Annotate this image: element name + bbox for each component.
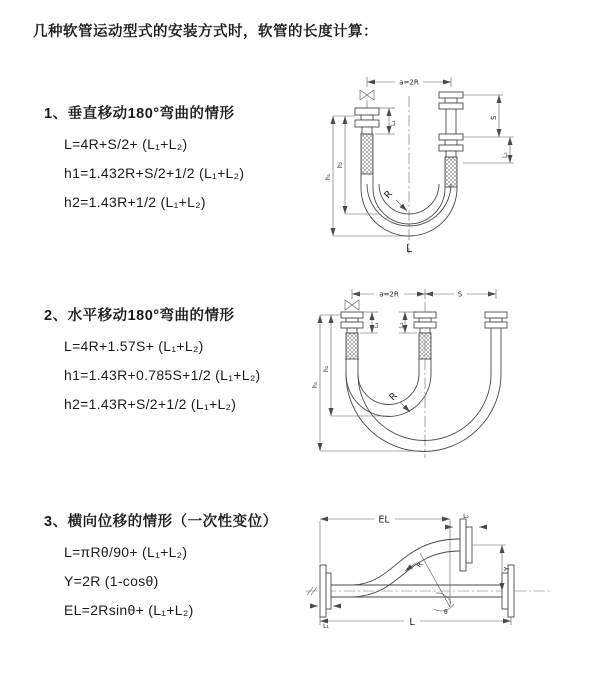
dim-h1-label: h₁ (325, 173, 332, 180)
left-braided-hose (346, 333, 358, 359)
curved-hose (353, 539, 460, 597)
dim-h1-label: h₁ (312, 381, 319, 388)
angle-label: θ (444, 609, 448, 616)
formula-h2: h2=1.43R+S/2+1/2 (L₁+L₂) (64, 396, 237, 412)
construction-lines (420, 519, 454, 616)
dim-l1-label: L₁ (373, 322, 380, 328)
radius-label: R (415, 560, 425, 570)
dim-h1 (312, 315, 423, 451)
formula-h1: h1=1.432R+S/2+1/2 (L₁+L₂) (64, 165, 245, 181)
formula-h1: h1=1.43R+0.785S+1/2 (L₁+L₂) (64, 367, 261, 383)
diagram-vertical-180-bend (303, 68, 521, 263)
section-2 (44, 304, 261, 412)
valve-icon (345, 300, 359, 310)
hose-loop-far (346, 374, 501, 452)
left-braided-hose (361, 134, 373, 174)
dim-a2r (367, 77, 451, 87)
dim-s-label: S (490, 115, 498, 120)
dim-l1-label: L₁ (390, 120, 397, 126)
dim-l2 (463, 137, 514, 163)
radius-callout (387, 390, 410, 412)
diagram-horizontal-180-bend (310, 282, 540, 469)
radius-callout (382, 188, 407, 211)
right-flange-original (502, 565, 514, 617)
section-3-heading: 3、横向位移的情形（一次性变位） (44, 514, 278, 530)
section-2-heading: 2、水平移动180°弯曲的情形 (44, 308, 235, 324)
section-1 (44, 102, 244, 210)
page-title: 几种软管运动型式的安装方式时，软管的长度计算： (33, 24, 378, 40)
dim-l2-label: L₂ (502, 152, 509, 158)
dim-a2r-label: a=2R (379, 290, 399, 299)
formula-y: Y=2R (1-cosθ) (64, 573, 159, 589)
middle-flange (414, 312, 436, 333)
formula-length: L=4R+S/2+ (L₁+L₂) (64, 136, 188, 152)
formula-length: L=πRθ/90+ (L₁+L₂) (64, 544, 188, 560)
dim-l2-label: L₂ (398, 322, 405, 328)
formula-el: EL=2Rsinθ+ (L₁+L₂) (64, 602, 194, 618)
dim-s-label: S (457, 290, 463, 299)
right-braided-hose (445, 157, 457, 187)
section-1-heading: 1、垂直移动180°弯曲的情形 (44, 106, 235, 122)
right-flange-moved (485, 312, 507, 328)
dim-length-label: L (409, 617, 415, 628)
right-flange-upper (439, 92, 463, 109)
dim-s (463, 95, 514, 137)
diagram-1-svg (303, 68, 521, 258)
formula-length: L=4R+1.57S+ (L₁+L₂) (64, 338, 204, 354)
valve-icon (360, 90, 374, 108)
diagram-2-svg (310, 282, 540, 464)
right-flange-displaced (460, 519, 472, 571)
formula-h2: h2=1.43R+1/2 (L₁+L₂) (64, 194, 206, 210)
length-label: L (406, 243, 412, 255)
right-flange-lower (439, 134, 463, 157)
dim-h2-label: h₂ (337, 161, 344, 168)
dim-el-label: EL (378, 514, 390, 526)
dim-length (320, 617, 511, 628)
dim-el (320, 515, 450, 564)
left-flange (320, 565, 331, 617)
diagram-lateral-displacement (298, 505, 560, 652)
left-flange (355, 108, 379, 134)
dim-a2r-label: a=2R (399, 78, 419, 87)
dim-y-label: Y (503, 566, 511, 571)
dim-s (425, 291, 496, 299)
middle-braided-hose (419, 333, 431, 359)
diagram-3-svg (298, 505, 560, 647)
dim-l2-label: L₂ (463, 513, 469, 520)
dim-h2-label: h₂ (323, 365, 330, 372)
left-flange (341, 312, 363, 333)
radius-label: R (387, 390, 400, 404)
radius-label: R (382, 188, 395, 202)
dim-l1-label: L₁ (323, 623, 329, 630)
section-3 (44, 510, 278, 618)
